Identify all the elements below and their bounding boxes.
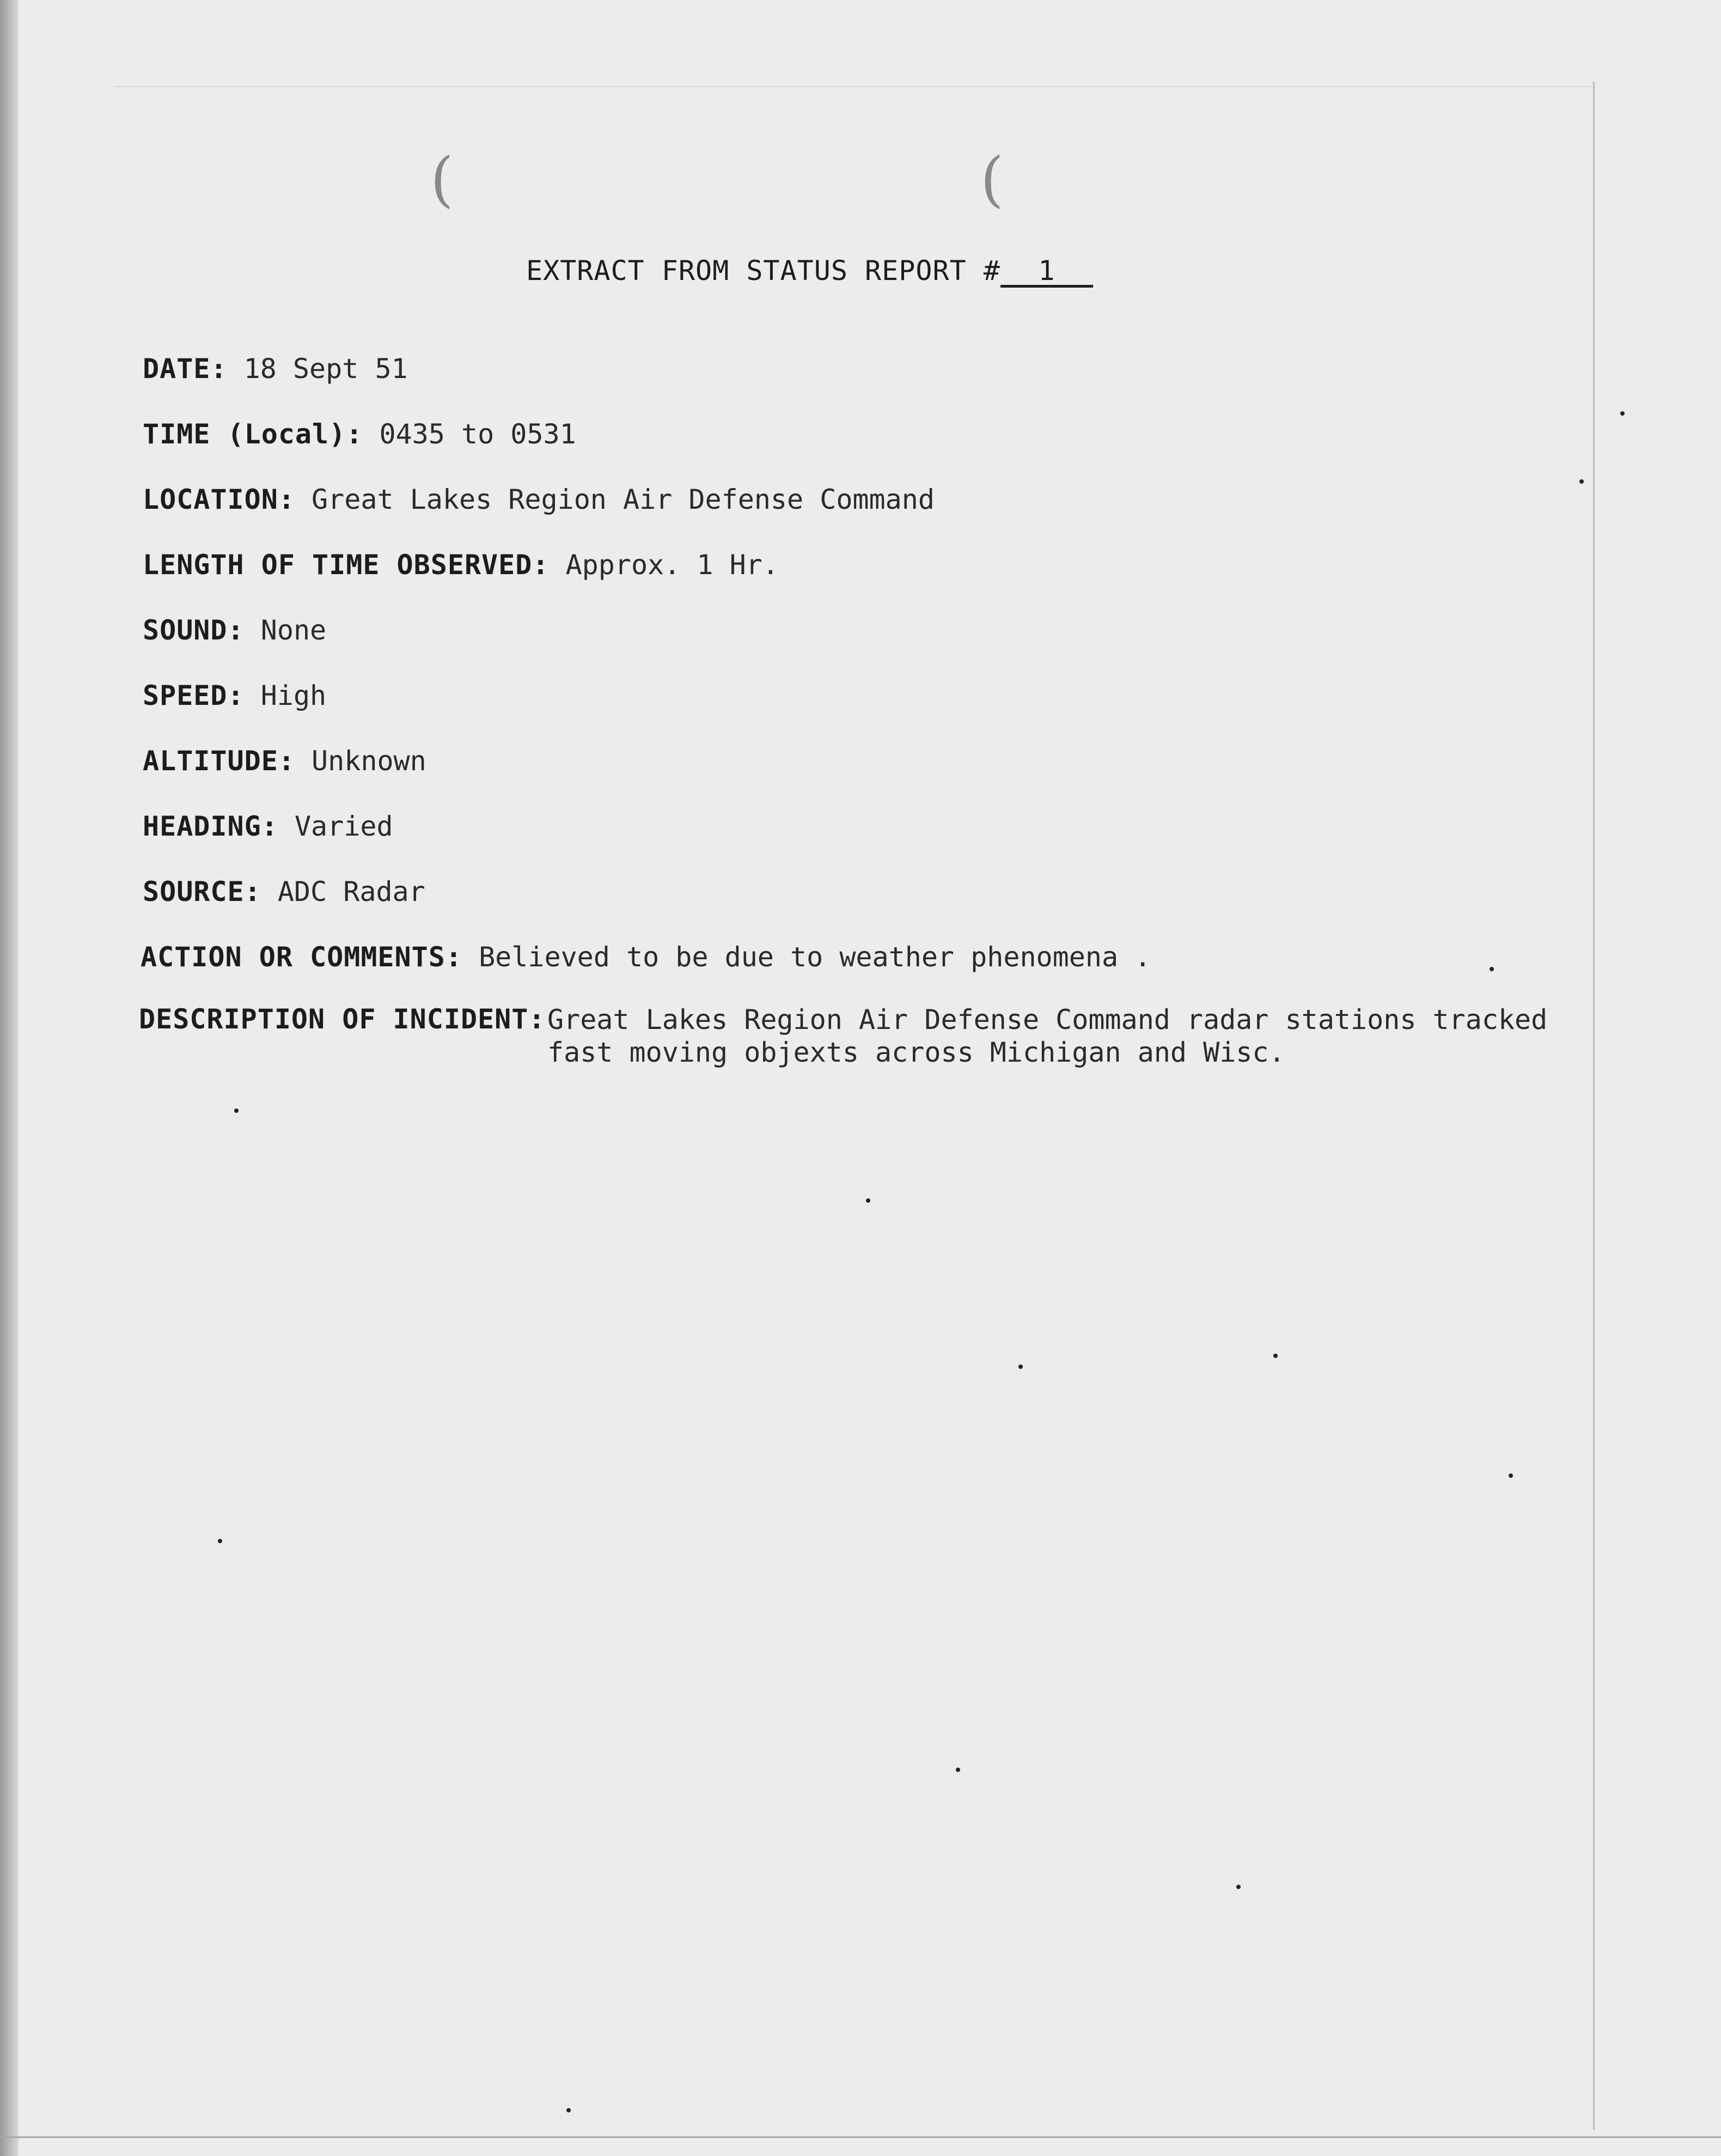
field-value: Great Lakes Region Air Defense Command radar stations tracked fast moving objexts across Michigan and Wisc.	[547, 1004, 1548, 1068]
field-label: SOURCE:	[143, 876, 261, 908]
field-label: TIME (Local):	[143, 418, 363, 450]
field-value: ADC Radar	[277, 876, 425, 908]
field-value: Approx. 1 Hr.	[565, 549, 779, 581]
report-number: 1	[1000, 257, 1093, 288]
field-label: LOCATION:	[143, 484, 295, 515]
punch-hole-mark: (	[980, 144, 1004, 214]
bottom-rule-line	[0, 2136, 1721, 2138]
scan-speck	[866, 1198, 870, 1203]
field-label: ACTION OR COMMENTS:	[141, 941, 462, 973]
field-value: Believed to be due to weather phenomena .	[479, 941, 1151, 973]
scan-speck	[1236, 1885, 1241, 1889]
field-value: Unknown	[312, 745, 426, 777]
field-value: Varied	[294, 811, 393, 842]
field-sound	[143, 614, 326, 646]
field-speed	[143, 680, 326, 711]
scan-speck	[1509, 1473, 1513, 1478]
field-label: HEADING:	[143, 811, 278, 842]
field-value: None	[260, 614, 327, 646]
scan-speck	[1490, 967, 1494, 971]
scan-speck	[1273, 1354, 1278, 1358]
field-label: DATE:	[143, 353, 228, 385]
scan-speck	[956, 1768, 960, 1772]
scan-speck	[1018, 1365, 1023, 1369]
scan-speck	[566, 2108, 571, 2112]
scan-speck	[1579, 479, 1584, 484]
field-label: SOUND:	[143, 614, 245, 646]
scan-speck	[1620, 411, 1625, 416]
field-source	[143, 876, 425, 908]
right-margin-line	[1593, 82, 1595, 2130]
scan-speck	[234, 1109, 239, 1113]
field-length-of-time	[143, 549, 779, 581]
top-rule-line	[114, 86, 1596, 87]
field-label: ALTITUDE:	[143, 745, 295, 777]
field-label: DESCRIPTION OF INCIDENT:	[139, 1003, 546, 1035]
field-altitude	[143, 745, 426, 777]
field-location	[143, 484, 935, 515]
field-action-or-comments	[141, 941, 1151, 973]
field-date	[143, 353, 408, 385]
field-label: LENGTH OF TIME OBSERVED:	[143, 549, 550, 581]
field-heading	[143, 811, 393, 842]
field-value: High	[260, 680, 327, 711]
report-title-text: EXTRACT FROM STATUS REPORT #	[526, 255, 1000, 287]
field-time	[143, 418, 576, 450]
report-title	[526, 255, 1093, 288]
field-label: SPEED:	[143, 680, 245, 711]
field-description-of-incident	[139, 1003, 1548, 1068]
scan-speck	[218, 1539, 222, 1543]
punch-hole-mark: (	[430, 144, 454, 214]
field-value: 18 Sept 51	[243, 353, 408, 385]
field-value: Great Lakes Region Air Defense Command	[312, 484, 935, 515]
field-value: 0435 to 0531	[379, 418, 576, 450]
scan-edge-shadow	[0, 0, 19, 2156]
